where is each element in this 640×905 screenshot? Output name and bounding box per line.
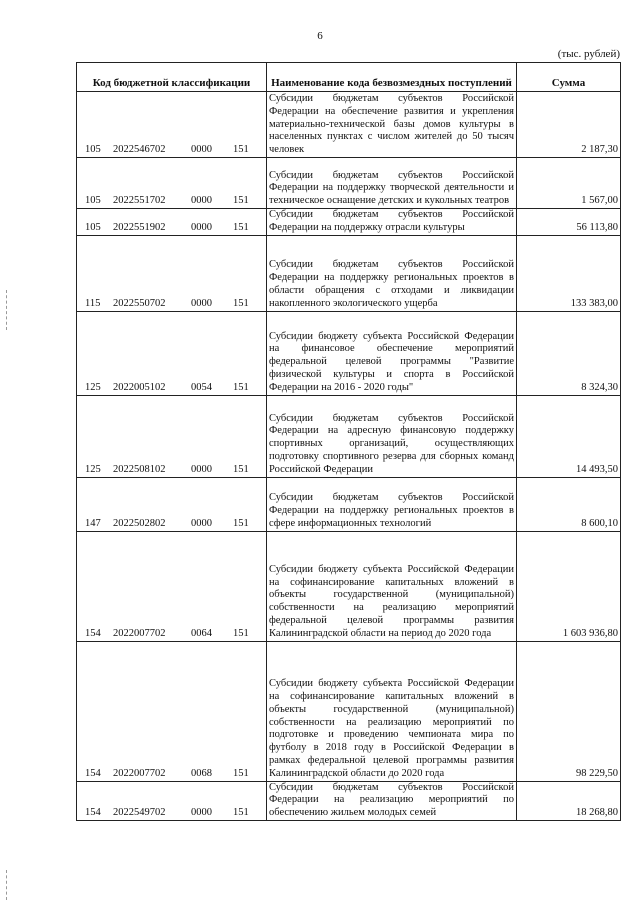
kosgu-code: 151 — [233, 627, 249, 639]
admin-code: 154 — [85, 767, 101, 779]
kosgu-code: 151 — [233, 297, 249, 309]
revenue-name-cell: Субсидии бюджетам субъектов Российской Федерации на поддержку региональных проектов в сфере информационных технологий — [267, 477, 517, 531]
kosgu-code: 151 — [233, 381, 249, 393]
revenue-name-cell: Субсидии бюджетам субъектов Российской Федерации на реализацию мероприятий по обеспечению жильем молодых семей — [267, 781, 517, 820]
revenue-code: 2022550702 — [113, 297, 166, 309]
table-row — [77, 235, 621, 311]
budget-code-cell — [77, 781, 267, 820]
table-row — [77, 781, 621, 820]
program-code: 0000 — [191, 195, 212, 207]
revenue-code: 2022546702 — [113, 144, 166, 156]
budget-code-cell — [77, 158, 267, 209]
admin-code: 105 — [85, 195, 101, 207]
program-code: 0054 — [191, 381, 212, 393]
table-row — [77, 92, 621, 158]
program-code: 0000 — [191, 807, 212, 819]
scan-margin-mark — [6, 870, 9, 900]
amount-cell: 18 268,80 — [517, 781, 621, 820]
program-code: 0068 — [191, 767, 212, 779]
program-code: 0064 — [191, 627, 212, 639]
kosgu-code: 151 — [233, 195, 249, 207]
program-code: 0000 — [191, 463, 212, 475]
revenue-code: 2022508102 — [113, 463, 166, 475]
budget-code-cell — [77, 641, 267, 781]
revenue-name-cell: Субсидии бюджету субъекта Российской Федерации на софинансирование капитальных вложений в объекты государственной (муниципальной) собственности на реализацию мероприятий по подготовке и проведению чемпионата мира по футболу в 2018 году в Российской Федерации в рамках федеральной целевой программы развития Калининградской области до 2020 года — [267, 641, 517, 781]
header-sum: Сумма — [517, 63, 621, 92]
budget-code-cell — [77, 209, 267, 236]
revenue-name-cell: Субсидии бюджетам субъектов Российской Федерации на поддержку региональных проектов в области обращения с отходами и ликвидации накопленного экологического ущерба — [267, 235, 517, 311]
revenue-code: 2022007702 — [113, 767, 166, 779]
revenue-code: 2022549702 — [113, 807, 166, 819]
program-code: 0000 — [191, 517, 212, 529]
revenue-code: 2022005102 — [113, 381, 166, 393]
kosgu-code: 151 — [233, 221, 249, 233]
table-row — [77, 641, 621, 781]
revenue-code: 2022502802 — [113, 517, 166, 529]
admin-code: 105 — [85, 144, 101, 156]
header-name: Наименование кода безвозмездных поступлений — [267, 63, 517, 92]
amount-cell: 8 324,30 — [517, 311, 621, 395]
table-row — [77, 531, 621, 641]
table-row — [77, 477, 621, 531]
amount-cell: 56 113,80 — [517, 209, 621, 236]
program-code: 0000 — [191, 221, 212, 233]
table-row — [77, 395, 621, 477]
kosgu-code: 151 — [233, 767, 249, 779]
table-row — [77, 158, 621, 209]
amount-cell: 1 603 936,80 — [517, 531, 621, 641]
revenue-name-cell: Субсидии бюджетам субъектов Российской Федерации на адресную финансовую поддержку спортивных организаций, осуществляющих подготовку спортивного резерва для сборных команд Российской Федерации — [267, 395, 517, 477]
budget-code-cell — [77, 235, 267, 311]
admin-code: 154 — [85, 807, 101, 819]
amount-cell: 98 229,50 — [517, 641, 621, 781]
kosgu-code: 151 — [233, 517, 249, 529]
revenue-name-cell: Субсидии бюджетам субъектов Российской Федерации на поддержку творческой деятельности и техническое оснащение детских и кукольных театров — [267, 158, 517, 209]
revenue-code: 2022551702 — [113, 195, 166, 207]
budget-code-cell — [77, 92, 267, 158]
budget-code-cell — [77, 395, 267, 477]
scan-margin-mark — [6, 290, 9, 330]
units-label: (тыс. рублей) — [557, 48, 620, 60]
admin-code: 125 — [85, 463, 101, 475]
program-code: 0000 — [191, 297, 212, 309]
amount-cell: 1 567,00 — [517, 158, 621, 209]
admin-code: 105 — [85, 221, 101, 233]
revenue-name-cell: Субсидии бюджетам субъектов Российской Федерации на обеспечение развития и укрепления материально-технической базы домов культуры в населенных пунктах с числом жителей до 50 тысяч человек — [267, 92, 517, 158]
amount-cell: 133 383,00 — [517, 235, 621, 311]
budget-code-cell — [77, 477, 267, 531]
kosgu-code: 151 — [233, 144, 249, 156]
amount-cell: 14 493,50 — [517, 395, 621, 477]
revenue-code: 2022551902 — [113, 221, 166, 233]
admin-code: 115 — [85, 297, 101, 309]
budget-code-cell — [77, 311, 267, 395]
admin-code: 154 — [85, 627, 101, 639]
revenue-name-cell: Субсидии бюджетам субъектов Российской Федерации на поддержку отрасли культуры — [267, 209, 517, 236]
page-number: 6 — [317, 30, 323, 42]
table-row — [77, 311, 621, 395]
revenue-name-cell: Субсидии бюджету субъекта Российской Федерации на финансовое обеспечение мероприятий федеральной целевой программы "Развитие физической культуры и спорта в Российской Федерации на 2016 - 2020 годы" — [267, 311, 517, 395]
amount-cell: 8 600,10 — [517, 477, 621, 531]
budget-code-cell — [77, 531, 267, 641]
kosgu-code: 151 — [233, 463, 249, 475]
amount-cell: 2 187,30 — [517, 92, 621, 158]
kosgu-code: 151 — [233, 807, 249, 819]
program-code: 0000 — [191, 144, 212, 156]
table-row — [77, 209, 621, 236]
budget-table — [76, 62, 621, 821]
header-code: Код бюджетной классификации — [77, 63, 267, 92]
revenue-code: 2022007702 — [113, 627, 166, 639]
admin-code: 147 — [85, 517, 101, 529]
table-header-row — [77, 63, 621, 92]
admin-code: 125 — [85, 381, 101, 393]
revenue-name-cell: Субсидии бюджету субъекта Российской Федерации на софинансирование капитальных вложений в объекты государственной (муниципальной) собственности на реализацию мероприятий федеральной целевой программы развития Калининградской области на период до 2020 года — [267, 531, 517, 641]
